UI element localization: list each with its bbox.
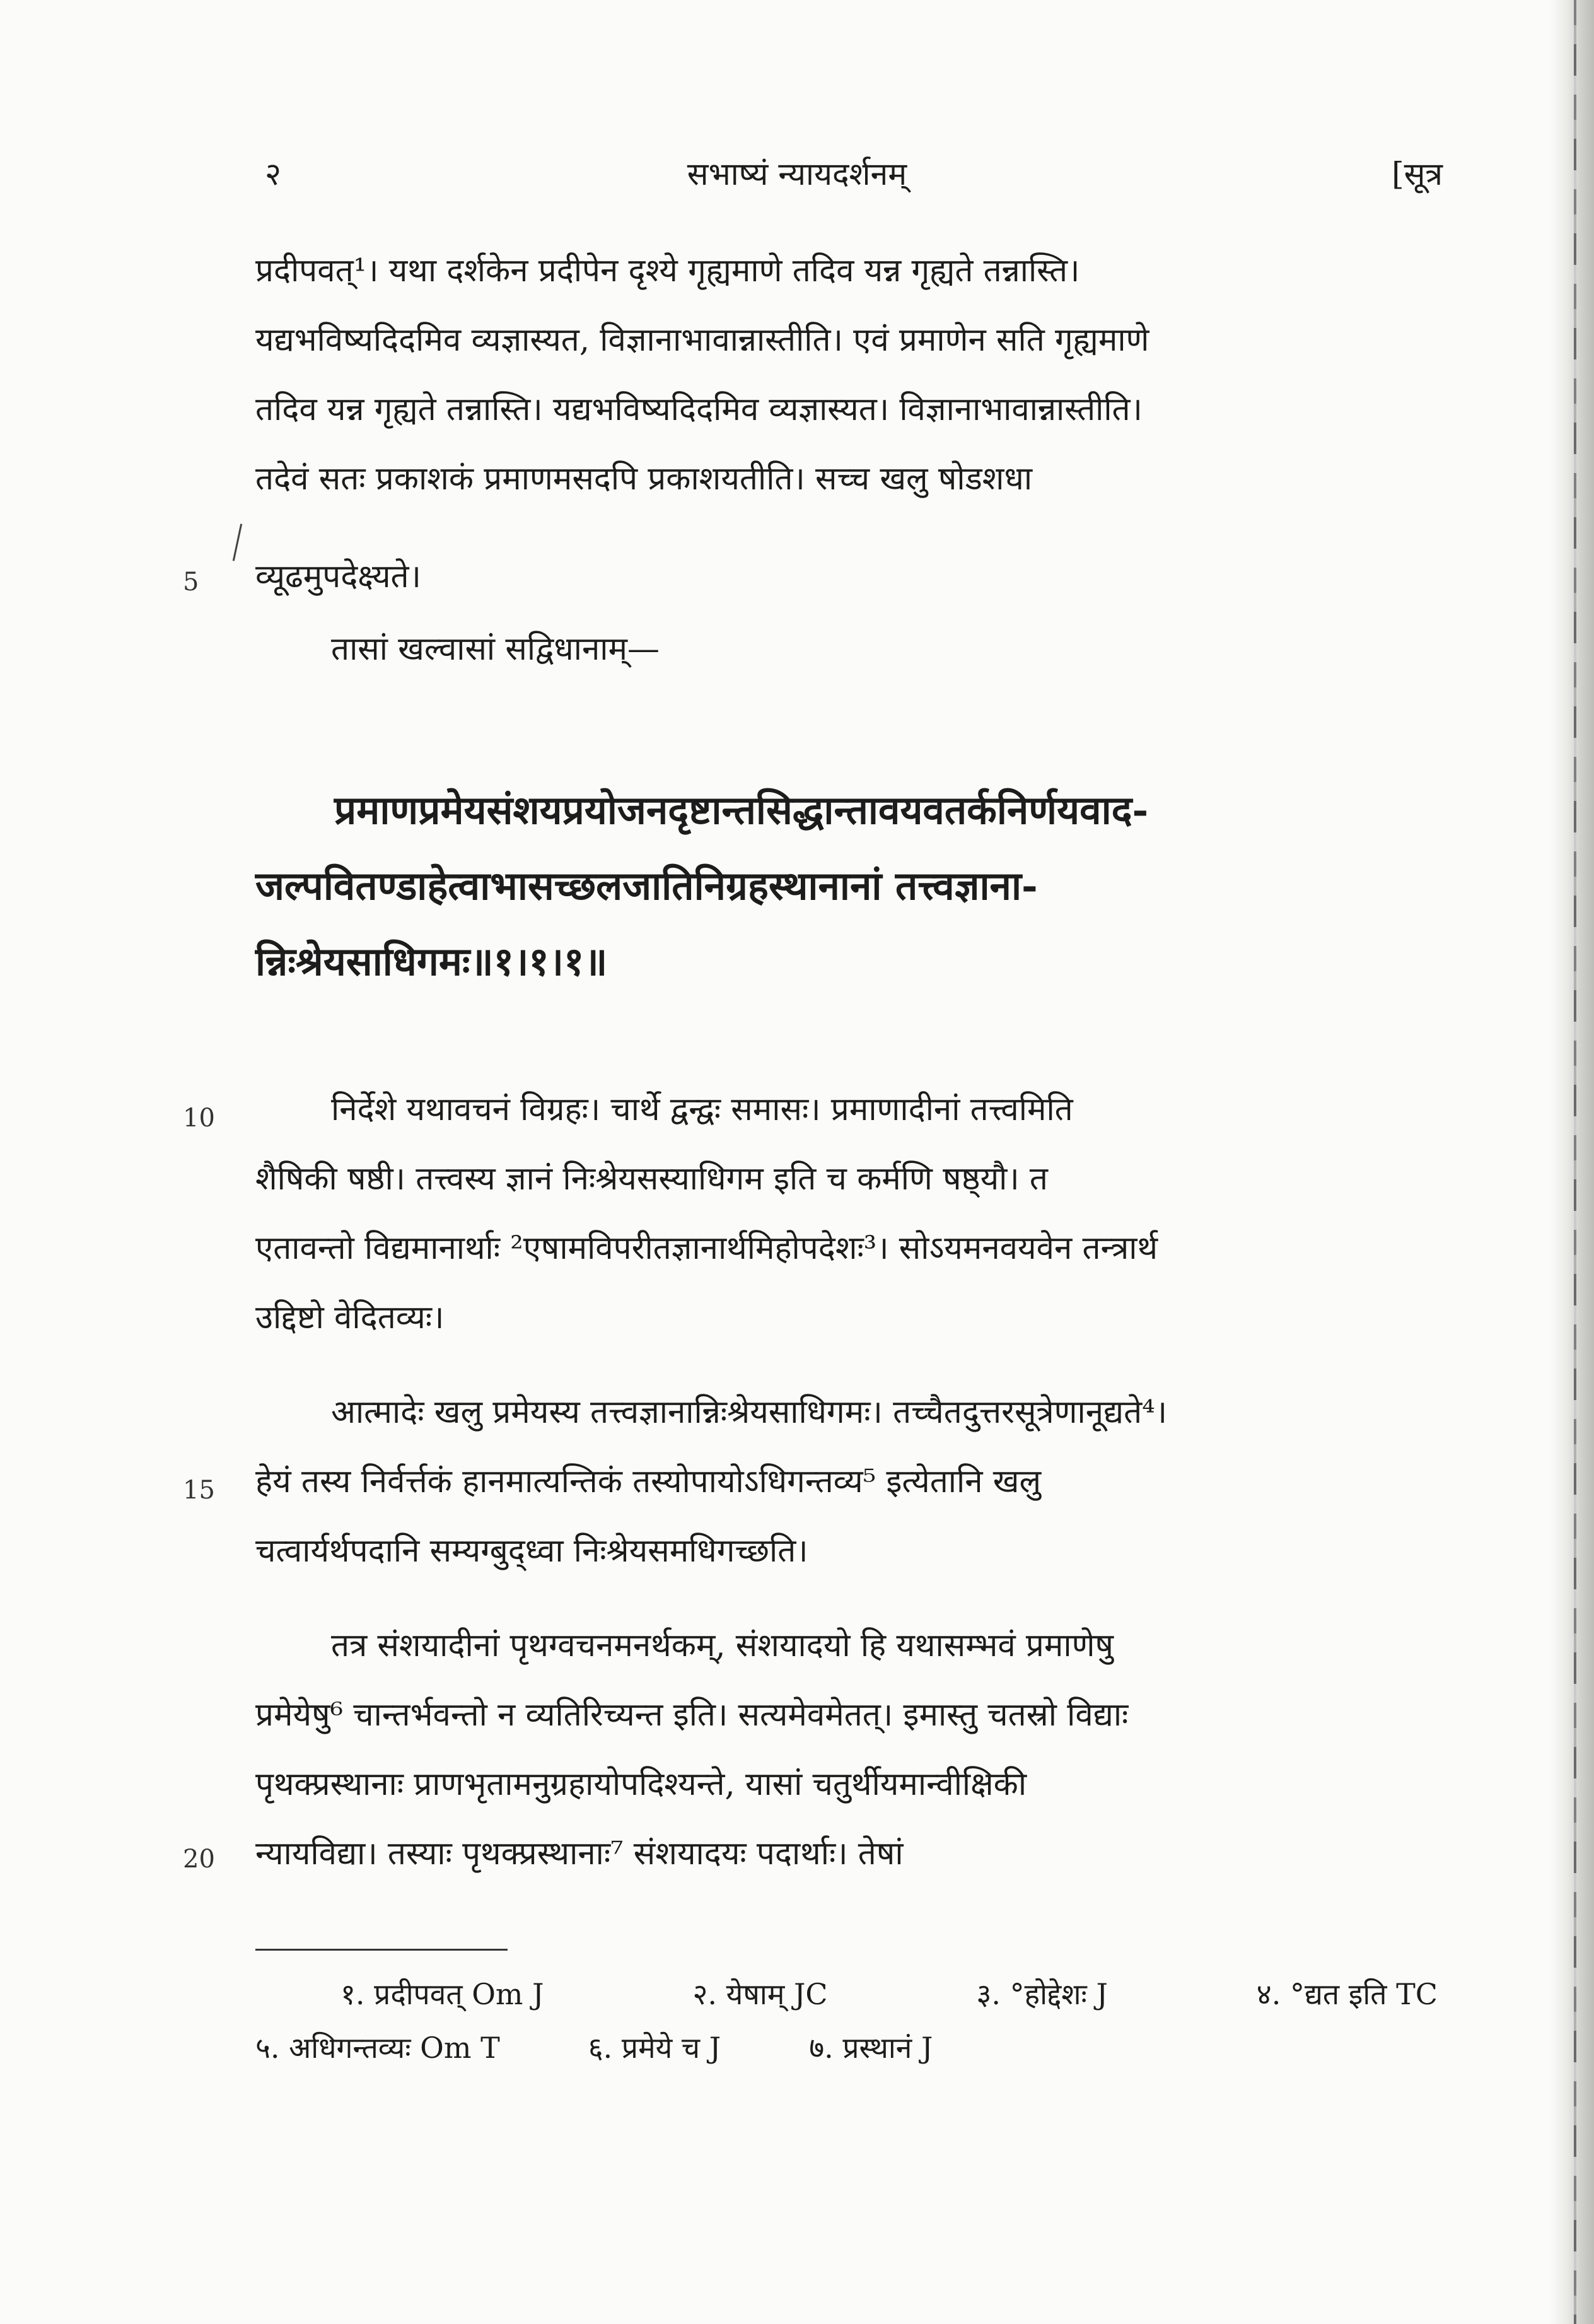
text-line: चत्वार्यर्थपदानि सम्यग्बुद्ध्वा निःश्रेयसमधिगच्छति।: [255, 1533, 808, 1570]
sutra-line: प्रमाणप्रमेयसंशयप्रयोजनदृष्टान्तसिद्धान्तावयवतर्कनिर्णयवाद-: [334, 787, 1149, 833]
line-number: 10: [183, 1104, 215, 1133]
footnote-row: [255, 2028, 1438, 2067]
footnote: ३. °होद्देशः J: [976, 1977, 1108, 2011]
text-line: न्यायविद्या। तस्याः पृथक्प्रस्थानाः⁷ संशयादयः पदार्थाः। तेषां: [255, 1835, 904, 1872]
text-line: प्रमेयेषु⁶ चान्तर्भवन्तो न व्यतिरिच्यन्त इति। सत्यमेवमेतत्। इमास्तु चतस्रो विद्याः: [255, 1696, 1129, 1734]
line-number: 5: [183, 568, 199, 597]
binding-edge-line: [1574, 0, 1576, 2324]
footnote: ४. °द्यत इति TC: [1256, 1977, 1438, 2011]
footnote: ७. प्रस्थानं J: [809, 2031, 933, 2065]
text-line: शैषिकी षष्ठी। तत्त्वस्य ज्ञानं निःश्रेयसस्याधिगम इति च कर्मणि षष्ठ्यौ। त: [255, 1160, 1048, 1198]
footnote: १. प्रदीपवत् Om J: [340, 1977, 544, 2011]
text-line: उद्दिष्टो वेदितव्यः।: [255, 1299, 445, 1336]
footnote: ५. अधिगन्तव्यः Om T: [255, 2031, 500, 2065]
text-line: यद्यभविष्यदिदमिव व्यज्ञास्यत, विज्ञानाभावान्नास्तीति। एवं प्रमाणेन सति गृह्यमाणे: [255, 322, 1149, 359]
line-number: 15: [183, 1476, 215, 1505]
margin-mark: [233, 523, 242, 561]
text-line: एतावन्तो विद्यमानार्थाः ²एषामविपरीतज्ञानार्थमिहोपदेशः³। सोऽयमनवयवेन तन्त्रार्थ: [255, 1230, 1158, 1267]
footnote: ६. प्रमेये च J: [588, 2031, 721, 2065]
text-line: तदिव यन्न गृह्यते तन्नास्ति। यद्यभविष्यदिदमिव व्यज्ञास्यत। विज्ञानाभावान्नास्तीति।: [255, 391, 1143, 428]
scan-edge-shadow: [1550, 0, 1594, 2324]
page-number: २: [265, 156, 281, 192]
line-number: 20: [183, 1845, 215, 1874]
text-line: प्रदीपवत्¹। यथा दर्शकेन प्रदीपेन दृश्ये गृह्यमाणे तदिव यन्न गृह्यते तन्नास्ति।: [255, 252, 1080, 289]
text-line: व्यूढमुपदेक्ष्यते।: [255, 558, 421, 595]
text-line: तत्र संशयादीनां पृथग्वचनमनर्थकम्, संशयादयो हि यथासम्भवं प्रमाणेषु: [331, 1627, 1114, 1664]
footnote-row: [340, 1974, 1438, 2013]
sutra-line: न्निःश्रेयसाधिगमः॥१।१।१॥: [255, 938, 608, 984]
footnote-rule: [255, 1949, 508, 1951]
text-line: हेयं तस्य निर्वर्त्तकं हानमात्यन्तिकं तस्योपायोऽधिगन्तव्य⁵ इत्येतानि खलु: [255, 1463, 1042, 1500]
sutra-line: जल्पवितण्डाहेत्वाभासच्छलजातिनिग्रहस्थानानां तत्त्वज्ञाना-: [255, 863, 1038, 909]
text-line: तासां खल्वासां सद्विधानाम्—: [331, 631, 660, 668]
section-label: [सूत्र: [1392, 156, 1443, 192]
footnote: २. येषाम् JC: [692, 1977, 828, 2011]
text-line: आत्मादेः खलु प्रमेयस्य तत्त्वज्ञानान्निःश्रेयसाधिगमः। तच्चैतदुत्तरसूत्रेणानूद्यते⁴।: [331, 1394, 1168, 1431]
page-header: [0, 151, 1594, 202]
text-line: निर्देशे यथावचनं विग्रहः। चार्थे द्वन्द्वः समासः। प्रमाणादीनां तत्त्वमिति: [331, 1091, 1073, 1128]
text-line: तदेवं सतः प्रकाशकं प्रमाणमसदपि प्रकाशयतीति। सच्च खलु षोडशधा: [255, 460, 1033, 498]
text-line: पृथक्प्रस्थानाः प्राणभृतामनुग्रहायोपदिश्यन्ते, यासां चतुर्थीयमान्वीक्षिकी: [255, 1766, 1027, 1803]
running-title: सभाष्यं न्यायदर्शनम्: [687, 156, 907, 192]
